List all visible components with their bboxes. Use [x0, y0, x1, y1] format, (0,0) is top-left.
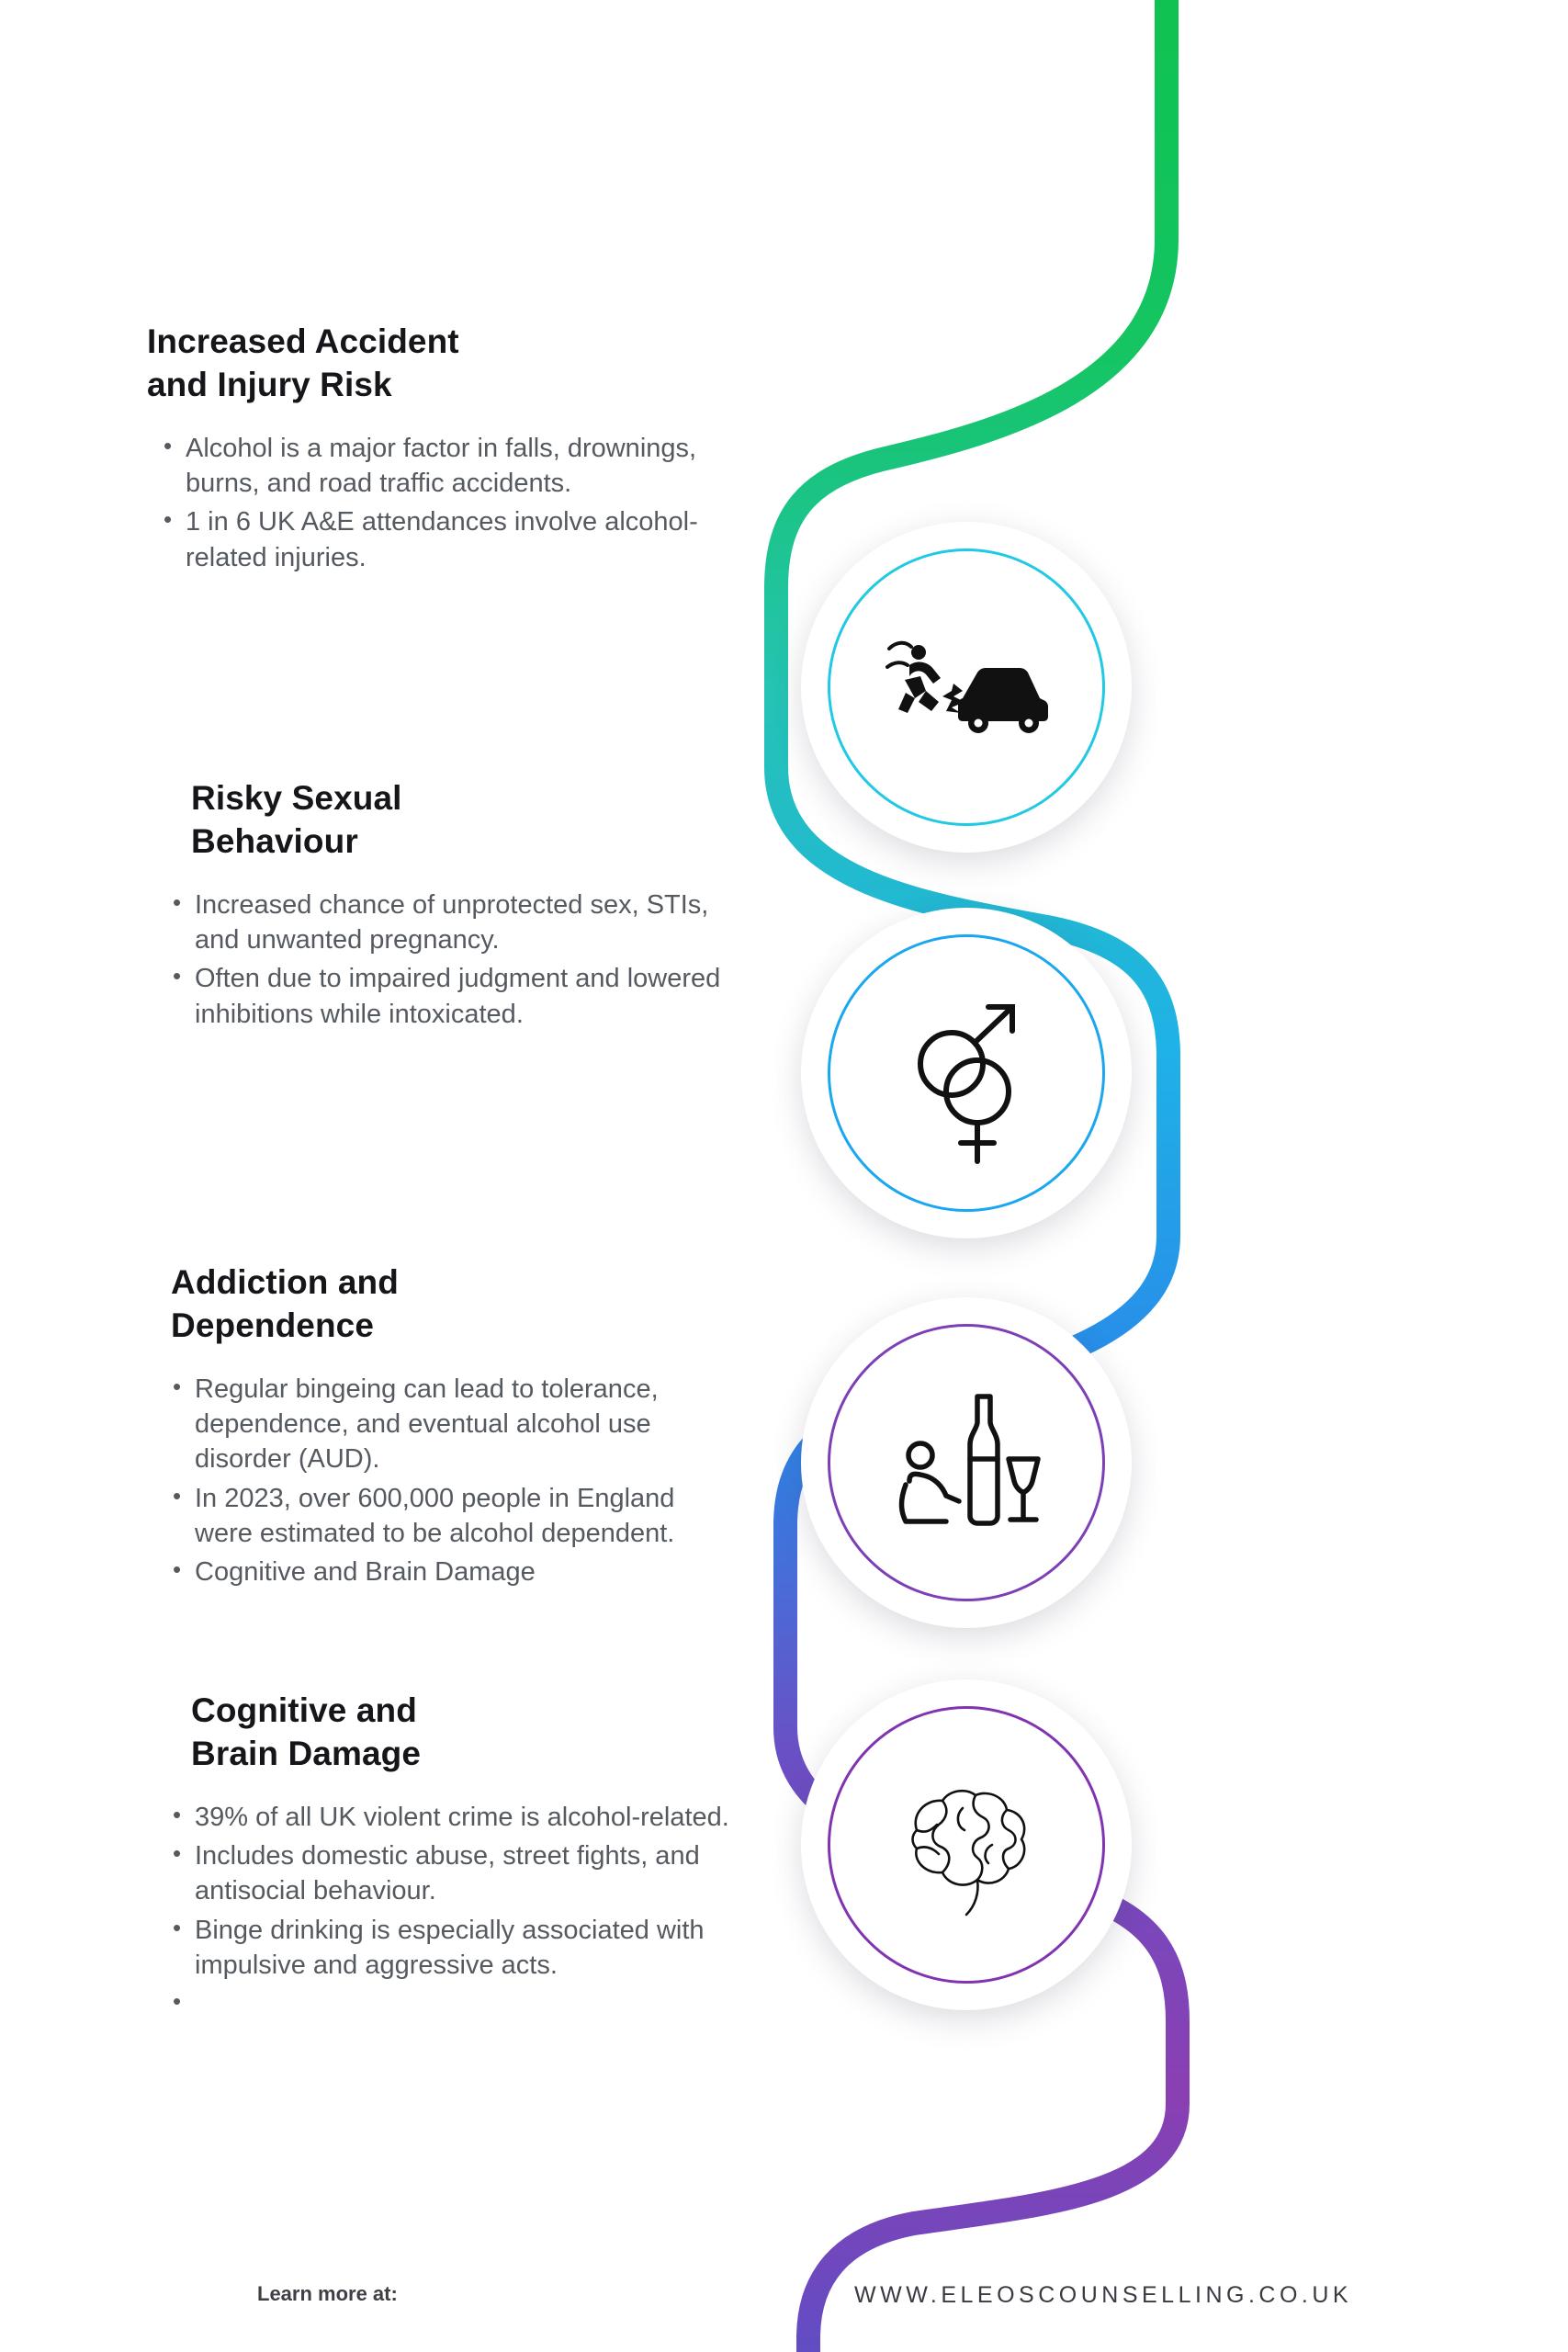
list-item: • In 2023, over 600,000 people in England were estimated to be alcohol dependent. — [195, 1481, 735, 1552]
list-item: • 1 in 6 UK A&E attendances involve alcohol-related injuries. — [186, 504, 735, 575]
section-addiction-dependence — [147, 1261, 735, 1593]
learn-more-label: Learn more at: — [257, 2282, 398, 2305]
section-title: Cognitive and Brain Damage — [191, 1691, 422, 1773]
icon-node-brain — [801, 1679, 1132, 2010]
section-title: Addiction and Dependence — [171, 1263, 399, 1345]
bullet-list — [147, 888, 735, 1032]
section-risky-sexual-behaviour — [147, 776, 735, 1035]
list-item: • Often due to impaired judgment and lowered inhibitions while intoxicated. — [195, 961, 735, 1032]
website-url[interactable]: WWW.ELEOSCOUNSELLING.CO.UK — [854, 2282, 1353, 2308]
list-item — [195, 1986, 735, 2021]
brain-icon — [874, 1753, 1058, 1937]
bullet-list — [147, 431, 735, 575]
bullet-list — [147, 1800, 735, 2022]
list-item: • Cognitive and Brain Damage — [195, 1555, 735, 1589]
icon-ring — [828, 934, 1105, 1212]
section-accident-injury — [147, 320, 735, 579]
section-title: Increased Accident and Injury Risk — [147, 322, 459, 404]
section-cognitive-brain-damage — [147, 1689, 735, 2025]
section-title: Risky Sexual Behaviour — [191, 779, 402, 861]
list-item: • Increased chance of unprotected sex, STIs, and unwanted pregnancy. — [195, 888, 735, 958]
bullet-list — [147, 1372, 735, 1590]
icon-ring — [828, 1324, 1105, 1601]
list-item: • Regular bingeing can lead to tolerance, dependence, and eventual alcohol use disorder (AUD). — [195, 1372, 735, 1477]
icon-ring — [828, 548, 1105, 826]
gender-symbols-icon — [874, 981, 1058, 1165]
person-bottle-glass-icon — [874, 1371, 1058, 1555]
icon-node-addiction — [801, 1297, 1132, 1628]
icon-ring — [828, 1706, 1105, 1984]
list-item: • 39% of all UK violent crime is alcohol-related. — [195, 1800, 735, 1835]
car-crash-icon — [874, 595, 1058, 779]
icon-node-sexual-behaviour — [801, 908, 1132, 1238]
icon-node-accident — [801, 522, 1132, 853]
list-item: • Alcohol is a major factor in falls, drownings, burns, and road traffic accidents. — [186, 431, 735, 502]
list-item: • Binge drinking is especially associated with impulsive and aggressive acts. — [195, 1913, 735, 1984]
list-item: • Includes domestic abuse, street fights, and antisocial behaviour. — [195, 1838, 735, 1909]
